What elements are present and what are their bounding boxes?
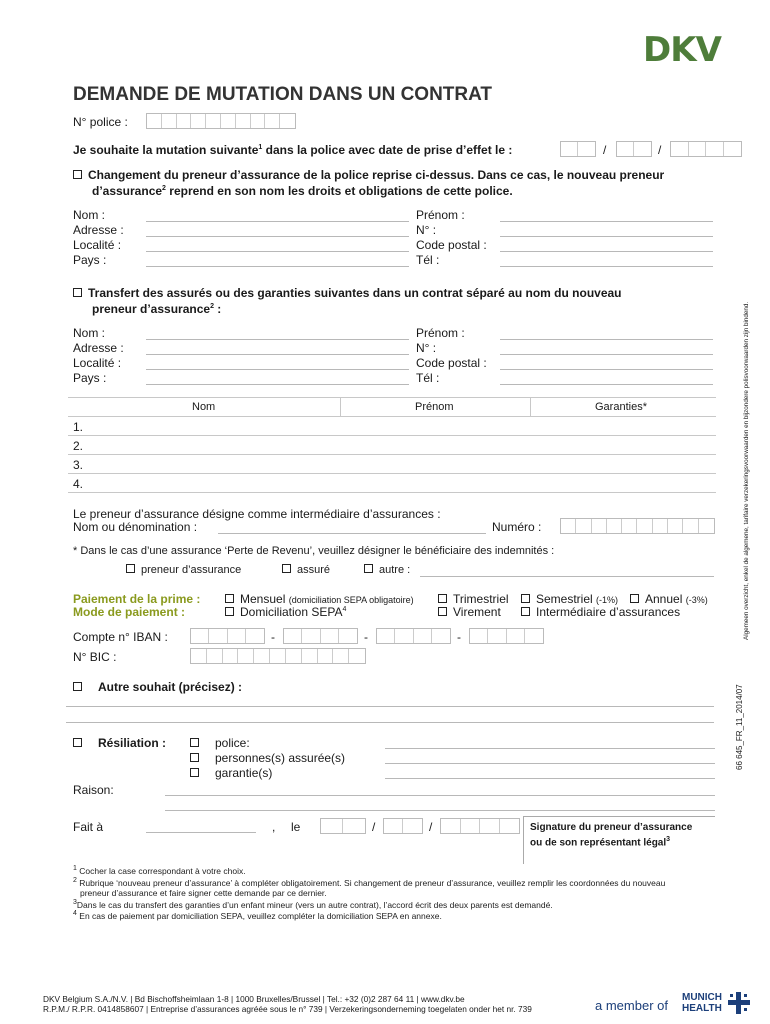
side-conditions-text: Algemeen overzicht, enkel de algemene, tarifaire verzekeringsvoorwaarden en bijzondere polisvoorwaarden zijn bindend. (743, 301, 750, 640)
fait-slash-1: / (372, 820, 376, 834)
beneficiaire-preneur-checkbox[interactable] (126, 564, 135, 573)
iban-group-3[interactable] (376, 628, 451, 644)
s1-prenom-field[interactable] (500, 221, 713, 222)
fait-a-label: Fait à (73, 820, 104, 834)
s2-codepostal-field[interactable] (500, 369, 713, 370)
page-title: DEMANDE DE MUTATION DANS UN CONTRAT (73, 84, 493, 105)
s1-localite-field[interactable] (146, 251, 409, 252)
option-annuel: Annuel (-3%) (630, 592, 708, 606)
table-header-garanties: Garanties* (595, 401, 647, 413)
footer-line-1: DKV Belgium S.A./N.V. | Bd Bischoffsheimlaan 1-8 | 1000 Bruxelles/Brussel | Tel.: +32 (0)2 287 64 11 | www.dkv.be (43, 994, 465, 1004)
fait-month-boxes[interactable] (383, 818, 423, 834)
footnote-3: $^3$Dans le cas du transfert des garanties d’un enfant mineur (vers un autre contrat), l’accord écrit des deux parents est demandé. (73, 898, 553, 910)
mutation-date-label: Je souhaite la mutation suivante$^1$ dans la police avec date de prise d’effet le : (73, 143, 513, 157)
munich-health-logo: MUNICH HEALTH (682, 992, 722, 1014)
autre-souhait-line-2[interactable] (66, 722, 714, 723)
annuel-checkbox[interactable] (630, 594, 639, 603)
mode-paiement-label: Mode de paiement : (73, 605, 186, 619)
iban-dash-1: - (271, 630, 275, 644)
police-number-boxes[interactable] (146, 113, 296, 129)
semestriel-checkbox[interactable] (521, 594, 530, 603)
beneficiaire-assure-checkbox[interactable] (282, 564, 291, 573)
s1-localite-label: Localité : (73, 238, 122, 252)
raison-field-2[interactable] (165, 810, 715, 811)
s2-pays-field[interactable] (146, 384, 409, 385)
beneficiaire-autre-checkbox[interactable] (364, 564, 373, 573)
table-row[interactable]: 1. (73, 420, 84, 434)
fait-day-boxes[interactable] (320, 818, 366, 834)
resiliation-option-police: police: (190, 736, 250, 750)
s1-numero-field[interactable] (500, 236, 713, 237)
intermediaire-numero-label: Numéro : (492, 520, 542, 534)
iban-group-4[interactable] (469, 628, 544, 644)
s2-localite-label: Localité : (73, 356, 122, 370)
s1-adresse-field[interactable] (146, 236, 409, 237)
s1-nom-field[interactable] (146, 221, 409, 222)
fait-le-label: le (291, 820, 301, 834)
signature-label: Signature du preneur d’assurance ou de son représentant légal$^3$ (530, 822, 693, 849)
s2-pays-label: Pays : (73, 371, 107, 385)
table-row[interactable]: 3. (73, 458, 84, 472)
intermediaire-nom-label: Nom ou dénomination : (73, 520, 198, 534)
s1-tel-label: Tél : (416, 253, 440, 267)
s2-nom-label: Nom : (73, 326, 106, 340)
footer-line-2: R.P.M./ R.P.R. 0414858607 | Entreprise d’assurances agréée sous le n° 739 | Verzekeringsonderneming toegelaten onder het nr. 739 (43, 1004, 532, 1014)
side-form-code: 66 645_FR_11_2014/07 (735, 684, 744, 770)
beneficiaire-autre-field[interactable] (420, 576, 714, 577)
option-mensuel: Mensuel (domiciliation SEPA obligatoire) (225, 592, 414, 606)
table-row[interactable]: 2. (73, 439, 84, 453)
s1-prenom-label: Prénom : (416, 208, 465, 222)
beneficiaire-preneur: preneur d’assurance (126, 564, 241, 576)
dkv-logo (643, 33, 755, 68)
section-changement: Changement du preneur d’assurance de la police reprise ci-dessus. Dans ce cas, le nouveau preneur d’assurance$^2$ reprend en son nom les droits et obligations de cette police. (73, 168, 664, 198)
trimestriel-checkbox[interactable] (438, 594, 447, 603)
mensuel-checkbox[interactable] (225, 594, 234, 603)
resiliation-option-garantie: garantie(s) (190, 766, 272, 780)
fait-a-field[interactable] (146, 832, 256, 833)
raison-label: Raison: (73, 783, 114, 797)
date-day-boxes[interactable] (560, 141, 596, 157)
s2-prenom-label: Prénom : (416, 326, 465, 340)
iban-dash-3: - (457, 630, 461, 644)
autre-souhait-line-1[interactable] (66, 706, 714, 707)
autre-souhait: Autre souhait (précisez) : (73, 680, 242, 694)
date-month-boxes[interactable] (616, 141, 652, 157)
s1-codepostal-field[interactable] (500, 251, 713, 252)
footnote-2: $^2$ Rubrique ‘nouveau preneur d’assurance’ à compléter obligatoirement. Si changement de preneur d’assurance, veuillez remplir les coordonnées du nouveau (73, 876, 666, 888)
fait-slash-2: / (429, 820, 433, 834)
s1-pays-field[interactable] (146, 266, 409, 267)
s1-tel-field[interactable] (500, 266, 713, 267)
bic-boxes[interactable] (190, 648, 366, 664)
resiliation-personnes-checkbox[interactable] (190, 753, 199, 762)
footnote-4: $^4$ En cas de paiement par domiciliation SEPA, veuillez compléter la domiciliation SEPA en annexe. (73, 910, 442, 922)
autre-souhait-checkbox[interactable] (73, 682, 82, 691)
revenu-note: * Dans le cas d’une assurance ‘Perte de Revenu’, veuillez désigner le bénéficiaire des indemnités : (73, 545, 555, 557)
date-slash-1: / (603, 143, 607, 157)
section-transfert: Transfert des assurés ou des garanties suivantes dans un contrat séparé au nom du nouveau preneur d’assurance$^2$ : (73, 286, 622, 316)
resiliation-police-checkbox[interactable] (190, 738, 199, 747)
intermediaire-label: Le preneur d’assurance désigne comme intermédiaire d’assurances : (73, 507, 441, 521)
s1-numero-label: N° : (416, 223, 437, 237)
intermediaire-nom-field[interactable] (218, 533, 486, 534)
resiliation: Résiliation : (73, 736, 166, 750)
footnotes (73, 864, 665, 921)
police-label: N° police : (73, 115, 128, 129)
domiciliation-checkbox[interactable] (225, 607, 234, 616)
iban-group-2[interactable] (283, 628, 358, 644)
s2-nom-field[interactable] (146, 339, 409, 340)
fait-comma: , (272, 820, 276, 834)
resiliation-checkbox[interactable] (73, 738, 82, 747)
table-header-prenom: Prénom (415, 401, 454, 413)
transfert-checkbox[interactable] (73, 288, 82, 297)
resiliation-garantie-checkbox[interactable] (190, 768, 199, 777)
option-trimestriel: Trimestriel (438, 592, 509, 606)
s1-nom-label: Nom : (73, 208, 106, 222)
footnote-1: $^1$ Cocher la case correspondant à votre choix. (73, 865, 246, 876)
dkv-logo-graphic (643, 33, 755, 65)
date-year-boxes[interactable] (670, 141, 742, 157)
intermediaire-checkbox[interactable] (521, 607, 530, 616)
munich-health-cross-icon (728, 992, 750, 1017)
s2-prenom-field[interactable] (500, 339, 713, 340)
s2-tel-field[interactable] (500, 384, 713, 385)
iban-dash-2: - (364, 630, 368, 644)
iban-label: Compte n° IBAN : (73, 630, 168, 644)
member-of-text: a member of (595, 998, 668, 1013)
iban-group-1[interactable] (190, 628, 265, 644)
paiement-prime-label: Paiement de la prime : (73, 592, 201, 606)
s2-tel-label: Tél : (416, 371, 440, 385)
resiliation-personnes-field[interactable] (385, 763, 715, 764)
raison-field-1[interactable] (165, 795, 715, 796)
s1-codepostal-label: Code postal : (416, 238, 487, 252)
changement-checkbox[interactable] (73, 170, 82, 179)
virement-checkbox[interactable] (438, 607, 447, 616)
s2-numero-label: N° : (416, 341, 437, 355)
resiliation-police-field[interactable] (385, 748, 715, 749)
option-domiciliation: Domiciliation SEPA$^4$ (225, 605, 346, 619)
bic-label: N° BIC : (73, 650, 117, 664)
s1-adresse-label: Adresse : (73, 223, 124, 237)
option-intermediaire: Intermédiaire d’assurances (521, 605, 680, 619)
date-slash-2: / (658, 143, 662, 157)
s2-localite-field[interactable] (146, 369, 409, 370)
dkv-logo-text: DKV (643, 33, 721, 65)
s2-adresse-field[interactable] (146, 354, 409, 355)
intermediaire-numero-boxes[interactable] (560, 518, 715, 534)
s2-codepostal-label: Code postal : (416, 356, 487, 370)
option-virement: Virement (438, 605, 501, 619)
s2-numero-field[interactable] (500, 354, 713, 355)
table-header-nom: Nom (192, 401, 216, 413)
beneficiaire-autre: autre : (364, 564, 410, 576)
s1-pays-label: Pays : (73, 253, 107, 267)
table-row[interactable]: 4. (73, 477, 84, 491)
beneficiaire-assure: assuré (282, 564, 330, 576)
option-semestriel: Semestriel (-1%) (521, 592, 618, 606)
footnote-2-cont: preneur d’assurance et faire signer cette demande par ce dernier. (80, 887, 327, 898)
s2-adresse-label: Adresse : (73, 341, 124, 355)
resiliation-garantie-field[interactable] (385, 778, 715, 779)
fait-year-boxes[interactable] (440, 818, 520, 834)
resiliation-option-personnes: personnes(s) assurée(s) (190, 751, 345, 765)
